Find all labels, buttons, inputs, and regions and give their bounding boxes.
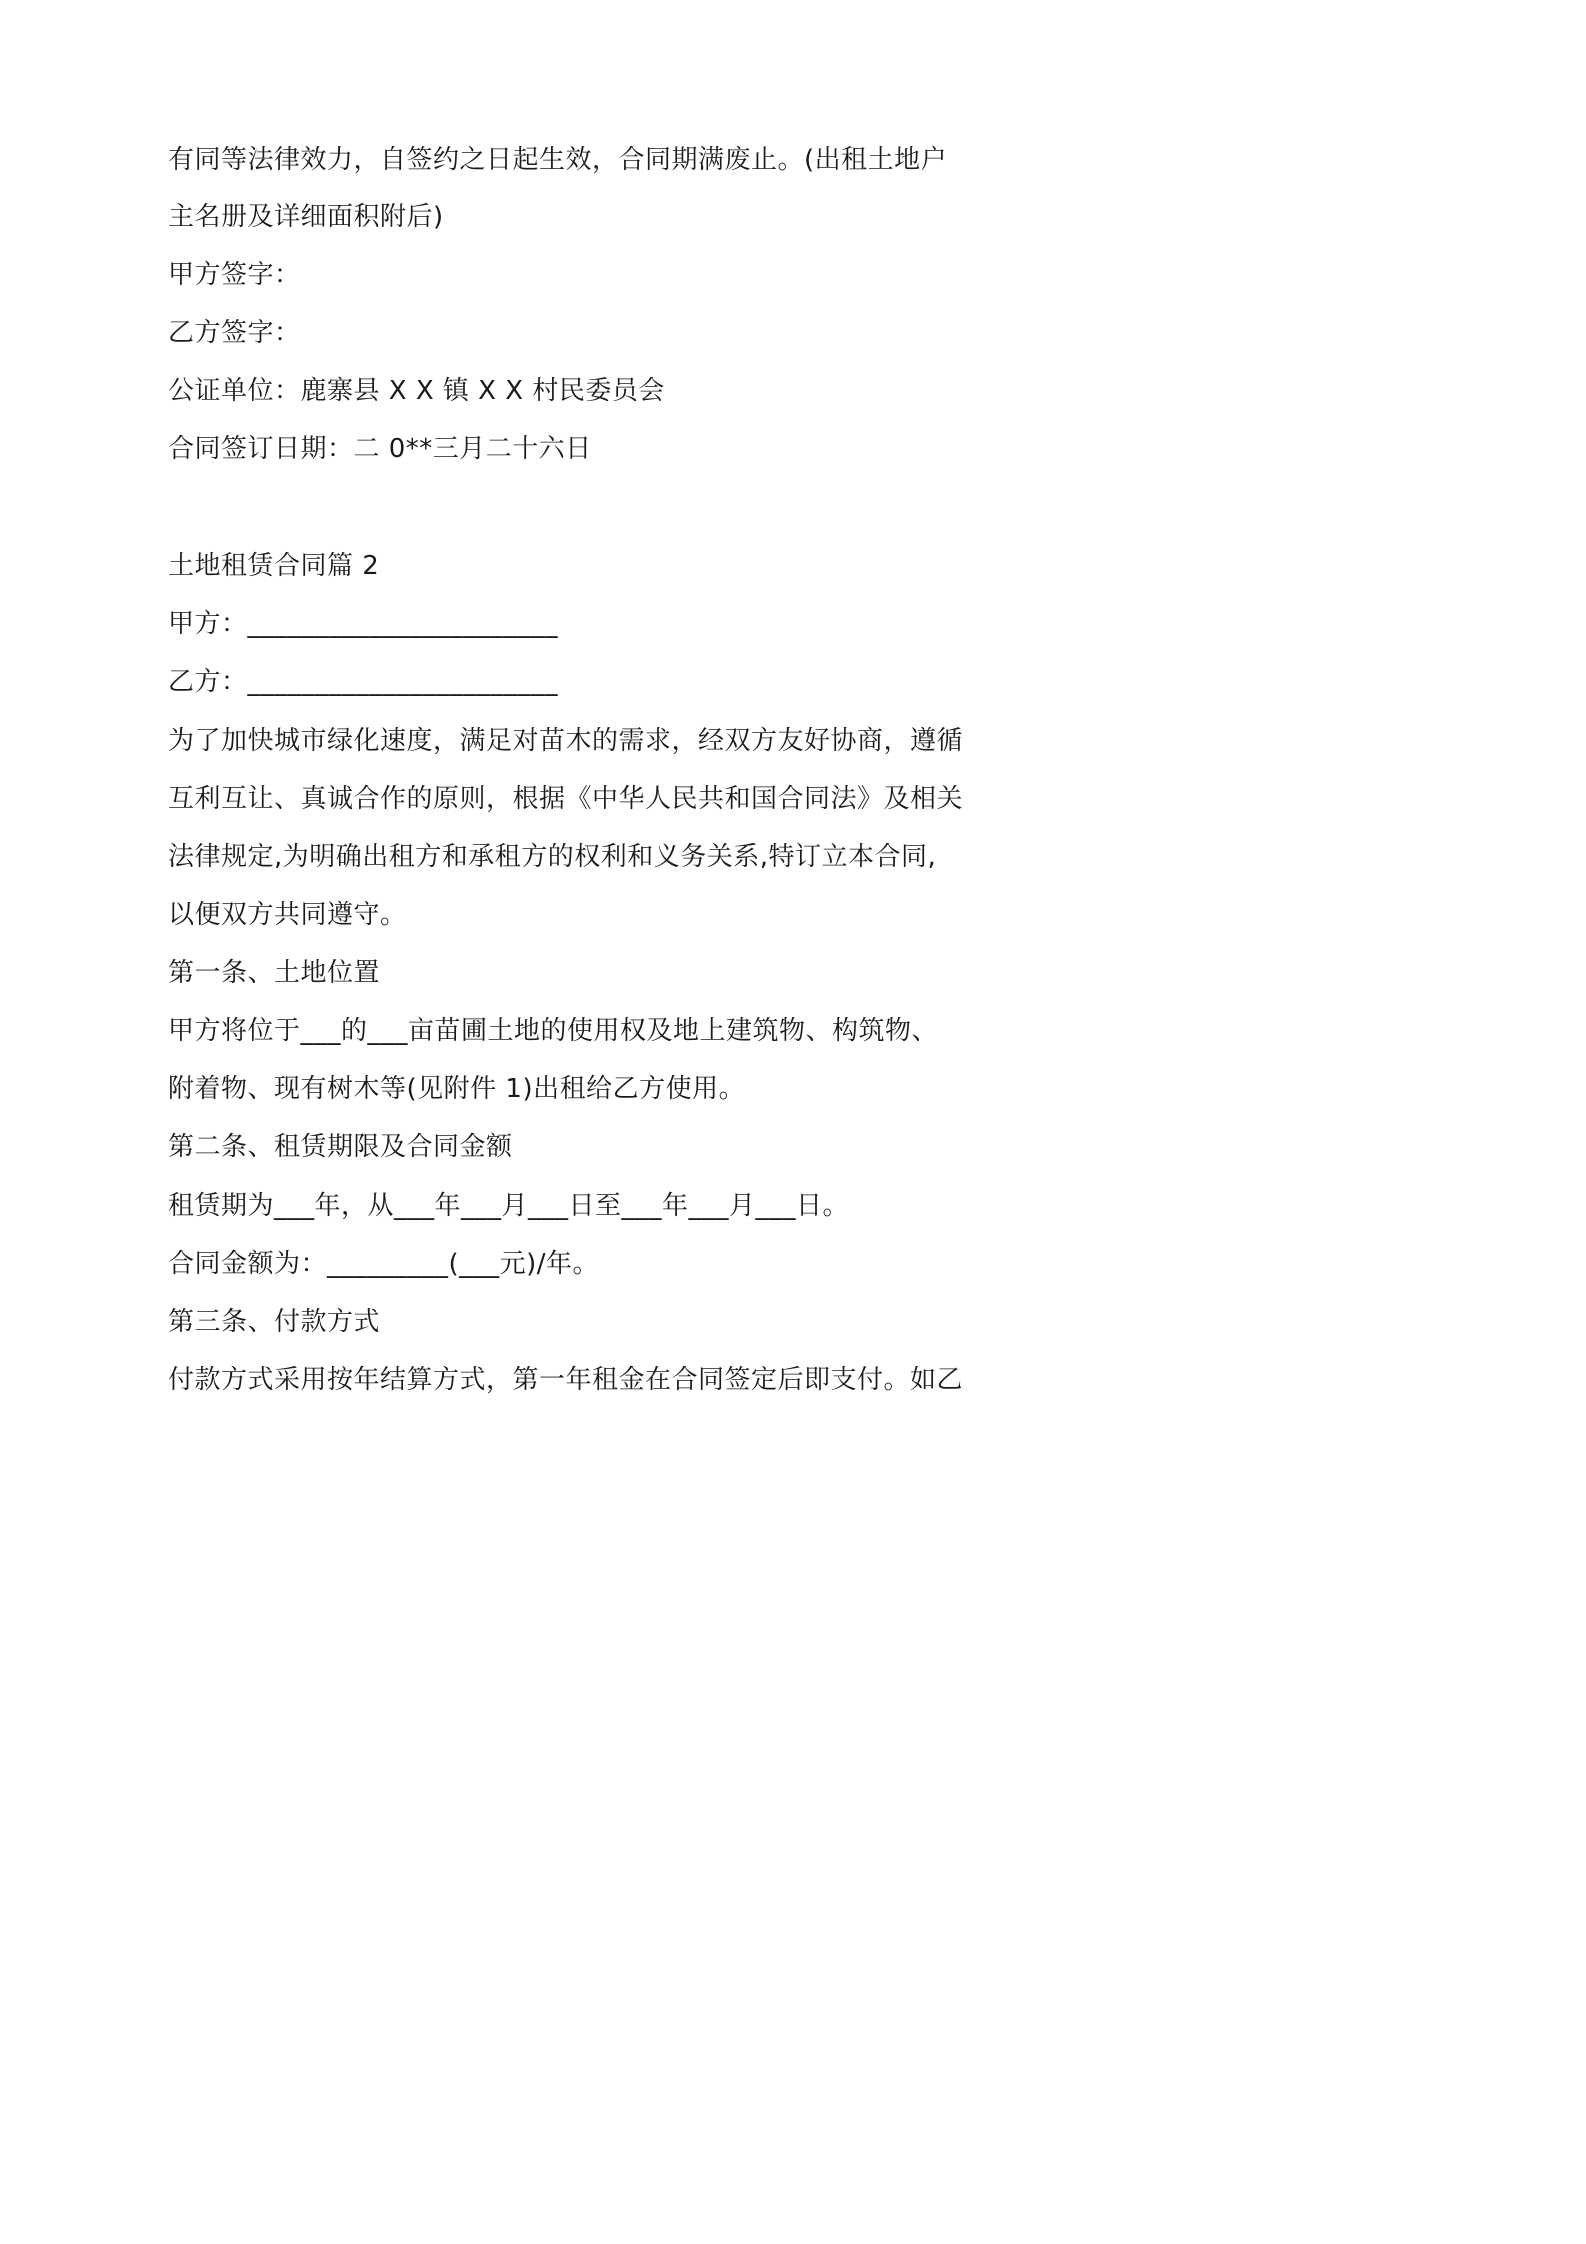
text-line: 租赁期为___年，从___年___月___日至___年___月___日。 [168,1191,850,1221]
text-line: 甲方将位于___的___亩苗圃土地的使用权及地上建筑物、构筑物、 [168,1016,939,1046]
text-line: 附着物、现有树木等(见附件 1)出租给乙方使用。 [168,1074,746,1104]
text-line: 为了加快城市绿化速度，满足对苗木的需求，经双方友好协商，遵循 [168,726,964,756]
article-heading: 第二条、租赁期限及合同金额 [168,1132,513,1162]
text-line: 法律规定,为明确出租方和承租方的权利和义务关系,特订立本合同, [168,842,937,872]
notary-unit-line: 公证单位：鹿寨县 X X 镇 X X 村民委员会 [168,376,665,406]
text-line: 合同金额为：_________(___元)/年。 [168,1249,600,1279]
party-b-signature-label: 乙方签字： [168,318,301,348]
article-heading: 第三条、付款方式 [168,1307,381,1337]
document-page [0,0,1100,1558]
text-line: 付款方式采用按年结算方式，第一年租金在合同签定后即支付。如乙 [168,1365,964,1395]
text-line: 主名册及详细面积附后) [168,202,444,232]
signing-date-line: 合同签订日期：二 0**三月二十六日 [168,434,592,464]
party-a-signature-label: 甲方签字： [168,260,301,290]
text-line: 互利互让、真诚合作的原则，根据《中华人民共和国合同法》及相关 [168,784,964,814]
text-line: 有同等法律效力，自签约之日起生效，合同期满废止。(出租土地户 [168,145,948,175]
party-b-line: 乙方：_______________________ [168,667,559,697]
section-title: 土地租赁合同篇 2 [168,551,380,581]
text-line: 以便双方共同遵守。 [168,900,407,930]
article-heading: 第一条、土地位置 [168,958,381,988]
party-a-line: 甲方：_______________________ [168,609,559,639]
